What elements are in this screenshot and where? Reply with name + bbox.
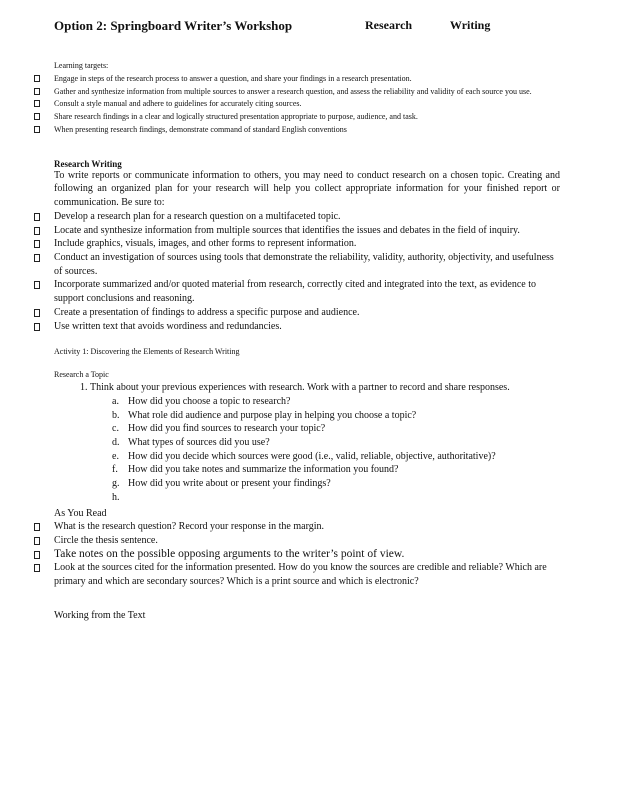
working-from-text: Working from the Text [54,609,146,621]
question-item [90,381,560,504]
activity-title: Activity 1: Discovering the Elements of Research Writing [54,347,240,357]
as-you-read-item: Circle the thesis sentence. [54,534,560,548]
as-you-read-section [54,507,560,589]
sub-question: c. How did you find sources to research your topic? [112,423,326,435]
checkbox-icon [34,213,40,221]
research-item: Develop a research plan for a research question on a multifaceted topic. [54,210,560,224]
learning-target-item: When presenting research findings, demonstrate command of standard English conventions [54,124,560,137]
checkbox-icon [34,100,40,107]
research-item: Incorporate summarized and/or quoted material from research, correctly cited and integrated into the text, as evidence to support conclusions and reasoning. [54,278,560,305]
checkbox-icon [34,323,40,331]
sub-question: a. How did you choose a topic to research? [112,395,291,407]
checkbox-icon [34,113,40,120]
research-item: Include graphics, visuals, images, and other forms to represent information. [54,237,560,251]
checkbox-icon [34,227,40,235]
as-you-read-label: As You Read [54,507,107,519]
learning-targets [54,60,560,137]
header-tags [365,18,525,33]
checkbox-icon [34,564,40,572]
header [54,18,560,40]
checkbox-icon [34,254,40,262]
research-item: Conduct an investigation of sources using tools that demonstrate the reliability, validity, authority, objectivity, and usefulness of sources. [54,251,560,278]
page-title: Option 2: Springboard Writer’s Workshop [54,18,293,33]
section-heading-research-writing: Research Writing [54,158,122,169]
research-topic-label: Research a Topic [54,370,109,380]
question-text: Think about your previous experiences with research. Work with a partner to record and share responses. [90,382,510,394]
sub-question: e. How did you decide which sources were good (i.e., valid, reliable, objective, authoritative)? [112,450,496,462]
header-research: Research [365,18,413,32]
learning-target-item: Share research findings in a clear and logically structured presentation appropriate to purpose, audience, and task. [54,111,560,124]
checkbox-icon [34,88,40,95]
checkbox-icon [34,523,40,531]
research-item: Create a presentation of findings to address a specific purpose and audience. [54,306,560,320]
research-intro: To write reports or communicate information to others, you may need to conduct research on a chosen topic. Creating and following an organized plan for your research will help you collect appropriate information for your finished report or communication. Be sure to: [54,169,560,209]
as-you-read-item: Take notes on the possible opposing arguments to the writer’s point of view. [54,548,560,562]
research-item: Locate and synthesize information from multiple sources that identifies the issues and debates in the field of inquiry. [54,224,560,238]
research-item: Use written text that avoids wordiness and redundancies. [54,320,560,334]
checkbox-icon [34,551,40,559]
sub-question: b. What role did audience and purpose play in helping you choose a topic? [112,409,417,421]
checkbox-icon [34,537,40,545]
learning-target-item: Gather and synthesize information from multiple sources to answer a research question, and assess the reliability and validity of each source you use. [54,86,560,99]
checkbox-icon [34,281,40,289]
learning-target-item: Consult a style manual and adhere to guidelines for accurately citing sources. [54,98,560,111]
checkbox-icon [34,309,40,317]
learning-target-item: Engage in steps of the research process to answer a question, and share your findings in a research presentation. [54,73,560,86]
research-topic-section [54,381,560,504]
sub-question: h. [112,491,120,503]
learning-targets-label: Learning targets: [54,61,109,70]
as-you-read-item: What is the research question? Record your response in the margin. [54,520,560,534]
sub-question: g. How did you write about or present your findings? [112,478,331,490]
header-writing: Writing [449,18,491,32]
research-writing-section [54,169,560,333]
sub-question: d. What types of sources did you use? [112,437,270,449]
checkbox-icon [34,75,40,82]
as-you-read-item: Look at the sources cited for the information presented. How do you know the sources are credible and reliable? Which are primary and which are secondary sources? Which is a print source and which is electronic? [54,561,560,588]
checkbox-icon [34,240,40,248]
sub-question: f. How did you take notes and summarize the information you found? [112,464,399,476]
checkbox-icon [34,126,40,133]
